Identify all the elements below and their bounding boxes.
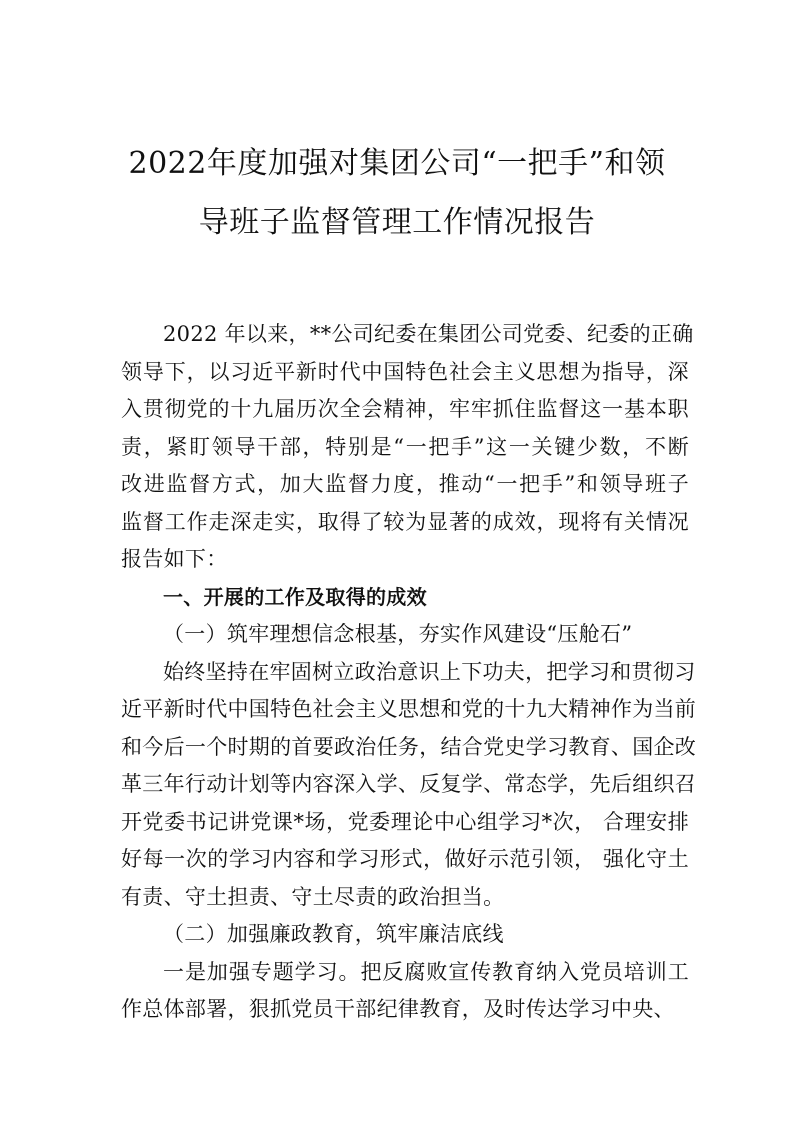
section-heading-1: 一、开展的工作及取得的成效	[163, 584, 427, 609]
paragraph-3-line: 一是加强专题学习。把反腐败宣传教育纳入党员培训工	[163, 959, 689, 984]
paragraph-1-line: 责，紧盯领导干部，特别是“一把手”这一关键少数，不断	[121, 434, 689, 459]
paragraph-2-line: 革三年行动计划等内容深入学、反复学、常态学，先后组织召	[121, 772, 697, 796]
paragraph-1-line: 改进监督方式，加大监督力度，推动“一把手”和领导班子	[121, 472, 689, 496]
paragraph-2-line: 近平新时代中国特色社会主义思想和党的十九大精神作为当前	[121, 697, 697, 721]
paragraph-1-line: 领导下，以习近平新时代中国特色社会主义思想为指导，深	[121, 359, 689, 384]
document-title-line-1: 2022年度加强对集团公司“一把手”和领	[128, 146, 666, 181]
paragraph-2-line: 开党委书记讲党课*场，党委理论中心组学习*次， 合理安排	[121, 809, 689, 834]
paragraph-2-line: 好每一次的学习内容和学习形式，做好示范引领， 强化守土	[121, 847, 689, 871]
paragraph-1-line: 报告如下：	[121, 547, 228, 571]
subsection-heading-2: （二）加强廉政教育，筑牢廉洁底线	[163, 922, 504, 946]
paragraph-2-line: 有责、守土担责、守土尽责的政治担当。	[121, 884, 505, 909]
document-body	[121, 316, 697, 1029]
paragraph-3-line: 作总体部署，狠抓党员干部纪律教育，及时传达学习中央、	[121, 997, 675, 1021]
subsection-heading-1: （一）筑牢理想信念根基，夯实作风建设“压舱石”	[163, 622, 633, 646]
paragraph-1-line: 监督工作走深走实，取得了较为显著的成效，现将有关情况	[121, 509, 689, 534]
document-title-line-2: 导班子监督管理工作情况报告	[198, 205, 596, 240]
paragraph-1-line: 入贯彻党的十九届历次全会精神，牢牢抓住监督这一基本职	[121, 397, 689, 421]
paragraph-1-line: 2022 年以来，**公司纪委在集团公司党委、纪委的正确	[163, 322, 694, 346]
paragraph-2-line: 始终坚持在牢固树立政治意识上下功夫，把学习和贯彻习	[163, 659, 696, 684]
paragraph-2-line: 和今后一个时期的首要政治任务，结合党史学习教育、国企改	[121, 734, 697, 759]
